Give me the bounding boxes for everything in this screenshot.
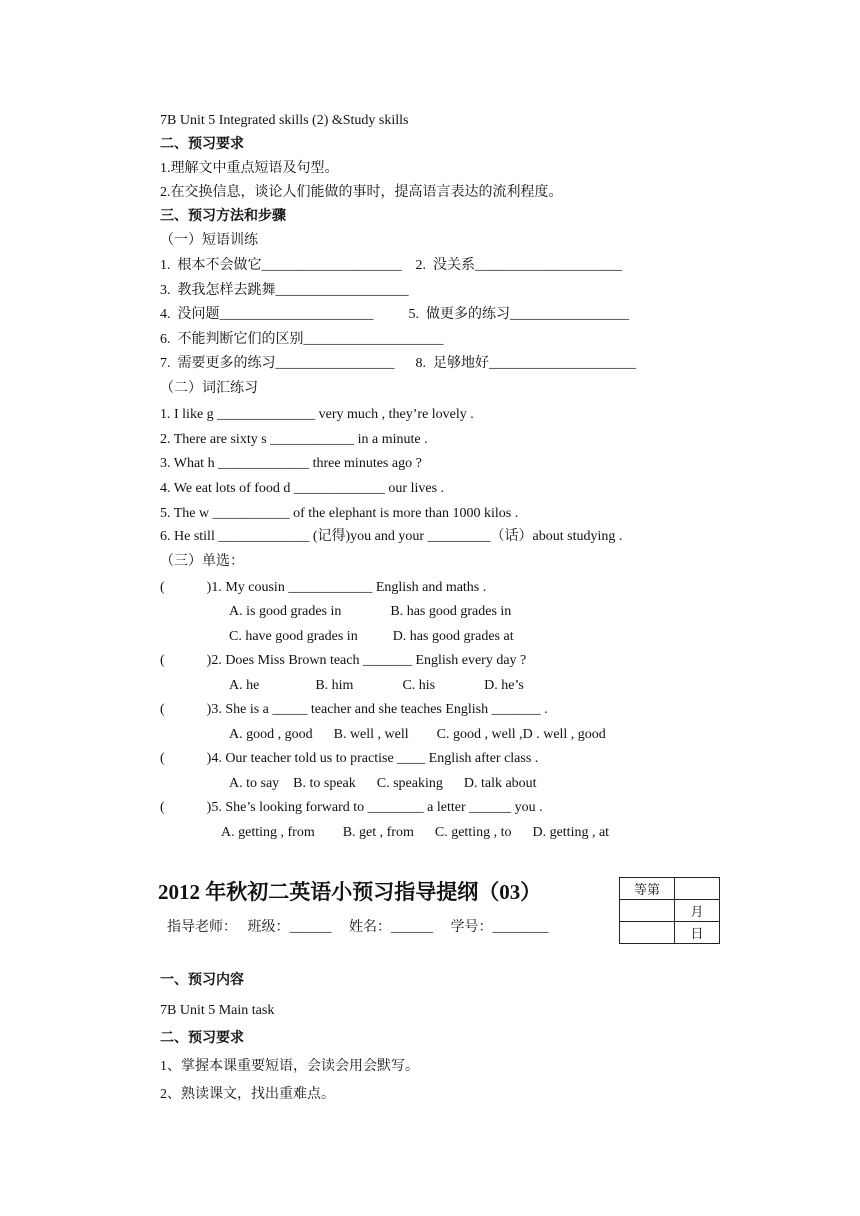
vocab-item: 5. The w ___________ of the elephant is more than 1000 kilos . — [160, 506, 519, 521]
grade-box — [619, 877, 720, 944]
question: ( )1. My cousin ____________ English and maths . — [160, 580, 487, 595]
section-content-heading: 一、预习内容 — [160, 973, 244, 988]
teacher-info-line: 指导老师： 班级：______ 姓名：______ 学号：________ — [167, 920, 549, 935]
question-options: A. is good grades in B. has good grades in — [229, 604, 512, 619]
vocab-item: 6. He still _____________ (记得)you and your _________（话）about studying . — [160, 529, 623, 544]
requirement-1b: 1、掌握本课重要短语，会读会用会默写。 — [160, 1059, 419, 1074]
section-methods-heading: 三、预习方法和步骤 — [160, 209, 286, 224]
month-label: 月 — [675, 900, 720, 922]
phrase-line: 7. 需要更多的练习_________________ 8. 足够地好_____________________ — [160, 356, 636, 371]
requirement-2b: 2、熟读课文，找出重难点。 — [160, 1087, 335, 1102]
page-title: 2012 年秋初二英语小预习指导提纲（03） — [158, 880, 542, 904]
phrase-line: 1. 根本不会做它____________________ 2. 没关系_____________________ — [160, 258, 622, 273]
day-cell — [620, 922, 675, 944]
question-options: A. good , good B. well , well C. good , well ,D . well , good — [229, 727, 606, 742]
phrase-line: 4. 没问题______________________ 5. 做更多的练习_________________ — [160, 307, 629, 322]
question: ( )4. Our teacher told us to practise ____ English after class . — [160, 751, 539, 766]
content-unit: 7B Unit 5 Main task — [160, 1003, 275, 1018]
section-requirements-heading: 二、预习要求 — [160, 137, 244, 152]
question-options: A. he B. him C. his D. he’s — [229, 678, 524, 693]
requirement-2: 2.在交换信息，谈论人们能做的事时，提高语言表达的流利程度。 — [160, 185, 563, 200]
phrase-line: 3. 教我怎样去跳舞___________________ — [160, 283, 409, 298]
day-label: 日 — [675, 922, 720, 944]
vocab-item: 2. There are sixty s ____________ in a minute . — [160, 432, 428, 447]
question: ( )3. She is a _____ teacher and she teaches English _______ . — [160, 702, 548, 717]
question: ( )2. Does Miss Brown teach _______ English every day ? — [160, 653, 527, 668]
requirement-1: 1.理解文中重点短语及句型。 — [160, 161, 339, 176]
phrase-training-heading: （一）短语训练 — [160, 233, 258, 248]
vocab-heading: （二）词汇练习 — [160, 381, 258, 396]
vocab-item: 3. What h _____________ three minutes ago ? — [160, 456, 422, 471]
month-cell — [620, 900, 675, 922]
choice-heading: （三）单选： — [160, 554, 244, 569]
vocab-item: 1. I like g ______________ very much , they’re lovely . — [160, 407, 474, 422]
question-options: A. to say B. to speak C. speaking D. talk about — [229, 776, 537, 791]
grade-label: 等第 — [620, 878, 675, 900]
grade-cell — [675, 878, 720, 900]
question: ( )5. She’s looking forward to ________ a letter ______ you . — [160, 800, 543, 815]
vocab-item: 4. We eat lots of food d _____________ our lives . — [160, 481, 445, 496]
unit-title: 7B Unit 5 Integrated skills (2) &Study skills — [160, 113, 409, 128]
phrase-line: 6. 不能判断它们的区别____________________ — [160, 332, 444, 347]
question-options: C. have good grades in D. has good grades at — [229, 629, 514, 644]
section-requirements-heading-2: 二、预习要求 — [160, 1031, 244, 1046]
question-options: A. getting , from B. get , from C. getting , to D. getting , at — [221, 825, 610, 840]
